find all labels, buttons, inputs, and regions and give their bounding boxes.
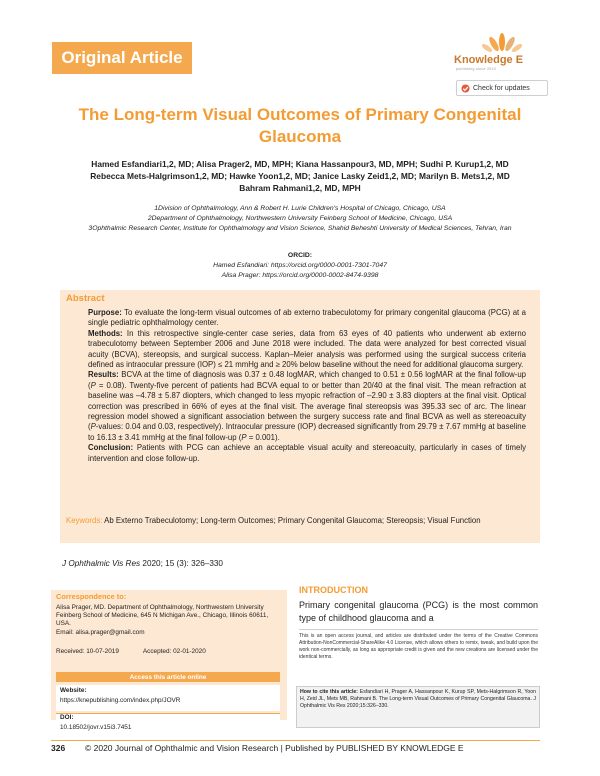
accepted-date: Accepted: 02-01-2020	[142, 648, 206, 655]
authors-line-3: Bahram Rahmani1,2, MD, MPH	[239, 183, 361, 193]
correspondence-email[interactable]: Email: alisa.prager@gmail.com	[56, 628, 145, 636]
doi-label: DOI:	[60, 714, 74, 721]
abstract-body	[88, 308, 526, 464]
correspondence-heading: Correspondence to:	[56, 592, 127, 601]
correspondence-body	[56, 604, 280, 637]
how-to-cite	[300, 689, 536, 711]
publisher-logo-text: Knowledge E	[454, 54, 524, 66]
citation-details: 2020; 15 (3): 326–330	[140, 559, 223, 568]
publisher-logo[interactable]	[452, 30, 552, 76]
page-number: 326	[51, 743, 66, 753]
citation-journal: J Ophthalmic Vis Res	[62, 559, 141, 568]
check-updates-icon	[461, 84, 470, 93]
author-list	[60, 158, 540, 194]
affiliation-1: 1Division of Ophthalmology, Ann & Robert H. Lurie Children's Hospital of Chicago, Chicago, USA	[154, 205, 446, 212]
affiliation-2: 2Department of Ophthalmology, Northwestern University Feinberg School of Medicine, Chicago, USA	[147, 215, 453, 222]
authors-line-2: Rebecca Mets-Halgrimson1,2, MD; Hawke Yoon1,2, MD; Janice Lasky Zeid1,2, MD; Marilyn B. Mets1,2, MD	[90, 171, 510, 181]
check-updates-label: Check for updates	[473, 84, 530, 92]
footer-divider	[51, 740, 540, 741]
introduction-text: Primary congenital glaucoma (PCG) is the most common type of childhood glaucoma and a	[299, 600, 538, 623]
introduction-heading: INTRODUCTION	[299, 585, 368, 595]
keywords-text: Ab Externo Trabeculotomy; Long-term Outcomes; Primary Congenital Glaucoma; Stereopsis; Visual Function	[102, 516, 481, 525]
orcid-block	[60, 251, 540, 281]
publisher-logo-icon	[452, 30, 552, 54]
orcid-link-2[interactable]: Alisa Prager: https://orcid.org/0000-0002-8474-9398	[221, 272, 379, 279]
orcid-link-1[interactable]: Hamed Esfandiari: https://orcid.org/0000-0001-7301-7047	[213, 262, 387, 269]
abstract-purpose: Purpose: To evaluate the long-term visual outcomes of ab externo trabeculotomy for primary congenital glaucoma (PCG) at a single pediatric ophthalmology center.	[88, 308, 526, 328]
how-to-cite-label: How to cite this article:	[300, 689, 359, 695]
article-type-badge: Original Article	[52, 42, 192, 74]
check-for-updates-button[interactable]	[456, 80, 548, 96]
doi-link[interactable]: 10.18502/jovr.v15i3.7451	[60, 724, 132, 731]
received-date: Received: 10-07-2019	[56, 648, 119, 655]
affiliations	[60, 204, 540, 234]
divider	[299, 629, 538, 630]
website-link[interactable]: https://knepublishing.com/index.php/JOVR	[60, 697, 181, 704]
article-title: The Long-term Visual Outcomes of Primary Congenital Glaucoma	[78, 105, 522, 146]
abstract-heading: Abstract	[66, 293, 105, 304]
publisher-logo-subtext: publishing since 2013	[456, 67, 496, 71]
footer-text: © 2020 Journal of Ophthalmic and Vision Research | Published by PUBLISHED BY KNOWLEDGE E	[85, 743, 464, 753]
abstract-conclusion: Conclusion: Patients with PCG can achieve an acceptable visual acuity and stereoacuity, particularly in cases of timely intervention and close follow-up.	[88, 443, 526, 463]
authors-line-1: Hamed Esfandiari1,2, MD; Alisa Prager2, MD, MPH; Kiana Hassanpour3, MD, MPH; Sudhi P. Kurup1,2, MD	[91, 159, 509, 169]
keywords-label: Keywords:	[66, 516, 103, 525]
page-footer	[51, 743, 540, 753]
abstract-results: Results: BCVA at the time of diagnosis was 0.37 ± 0.48 logMAR, which changed to 0.51 ± 0.56 logMAR at the final follow-up (P = 0.08). Twenty-five percent of patients had BCVA equal to or better than 20/40 at the final visit. The mean refraction at baseline was –4.78 ± 5.87 diopters, which changed to less myopic refraction of –2.90 ± 3.83 diopters at the final visit. Optical correction was prescribed in 66% of eyes at the final visit. The average final stereopsis was 395.33 sec of arc. The linear regression model showed a significant association between the surgery success rate and final BCVA as well as stereoacuity (P-values: 0.04 and 0.03, respectively). Intraocular pressure (IOP) decreased significantly from 29.79 ± 7.67 mmHg at baseline to 16.13 ± 3.41 mmHg at the final follow-up (P = 0.001).	[88, 370, 526, 442]
access-online-heading: Access this article online	[56, 672, 280, 682]
affiliation-3: 3Ophthalmic Research Center, Institute for Ophthalmology and Vision Science, Shahid Beheshti University of Medical Sciences, Tehran, Iran	[88, 225, 512, 232]
abstract-methods: Methods: In this retrospective single-center case series, data from 63 eyes of 40 patients who underwent ab externo trabeculotomy between September 2006 and June 2018 were included. The data were analyzed for best corrected visual acuity (BCVA), stereopsis, and surgical success. Kaplan–Meier analysis was performed using the surgical success criteria defined as intraocular pressure (IOP) ≤ 21 mmHg and ≥ 20% below baseline without the need for additional glaucoma surgery.	[88, 328, 526, 370]
keywords	[66, 516, 528, 526]
journal-citation	[62, 559, 223, 568]
article-dates	[56, 648, 206, 655]
correspondence-address: Alisa Prager, MD. Department of Ophthalmology, Northwestern University Feinberg School of Medicine, 645 N Michigan Ave., Chicago, Illinois 60611, USA.	[56, 604, 269, 628]
how-to-cite-text: Esfandiari H, Prager A, Hassanpour K, Kurup SP, Mets-Halgrimson R, Yoon H, Zeid JL, Mets MB, Rahmani B. The Long-term Visual Outcomes of Primary Congenital Glaucoma. J Ophthalmic Vis Res 2020;15:326–330.	[300, 689, 536, 710]
orcid-heading: ORCID:	[287, 252, 313, 259]
license-note: This is an open access journal, and articles are distributed under the terms of the Creative Commons Attribution-NonCommercial-ShareAlike 4.0 License, which allows others to remix, tweak, and build upon the work non-commercially, as long as appropriate credit is given and the new creations are licensed under the identical terms.	[299, 633, 538, 660]
website-label: Website:	[60, 687, 87, 694]
